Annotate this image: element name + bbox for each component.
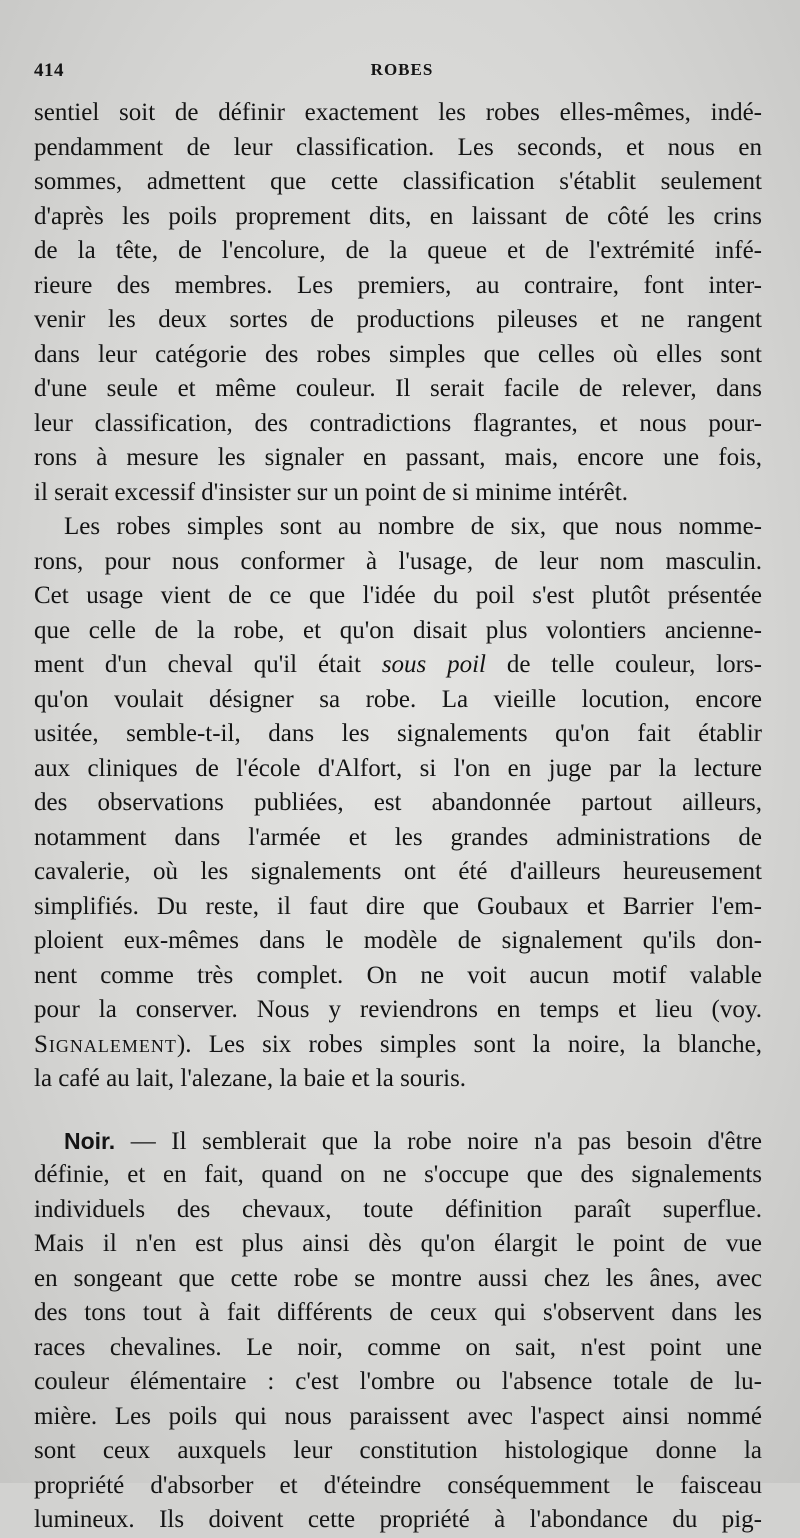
body-text bbox=[34, 96, 762, 1538]
text-line: usitée, semble-t-il, dans les signalements qu'on fait établir bbox=[34, 720, 762, 747]
text-line: définie, et en fait, quand on ne s'occupe que des signalements bbox=[34, 1161, 762, 1188]
text-line: nent comme très complet. On ne voit aucun motif valable bbox=[34, 961, 762, 989]
text-line: pendamment de leur classification. Les seconds, et nous en bbox=[34, 133, 762, 161]
text-line: leur classification, des contradictions flagrantes, et nous pour- bbox=[34, 409, 762, 437]
text-segment: de telle couleur, lors- bbox=[486, 651, 762, 678]
text-line: lumineux. Ils doivent cette propriété à l'abondance du pig- bbox=[34, 1506, 762, 1533]
section-gap bbox=[34, 1097, 762, 1124]
text-line bbox=[34, 648, 762, 683]
cross-reference: Signalement bbox=[34, 1030, 177, 1058]
text-line: la café au lait, l'alezane, la baie et la souris. bbox=[34, 1065, 467, 1092]
text-line: il serait excessif d'insister sur un point de si minime intérêt. bbox=[34, 478, 628, 506]
paragraph-3 bbox=[34, 1124, 762, 1538]
text-line: des observations publiées, est abandonnée partout ailleurs, bbox=[34, 789, 762, 816]
page-header bbox=[34, 60, 770, 86]
text-segment: ). Les six robes simples sont la noire, la blanche, bbox=[176, 1030, 762, 1058]
text-segment: ment d'un cheval qu'il était bbox=[34, 651, 382, 678]
text-line: sont ceux auxquels leur constitution histologique donne la bbox=[34, 1437, 762, 1464]
text-line: rieure des membres. Les premiers, au contraire, font inter- bbox=[34, 271, 762, 299]
text-line: dans leur catégorie des robes simples que celles où elles sont bbox=[34, 340, 762, 368]
running-title: ROBES bbox=[370, 60, 434, 79]
text-line: pour la conserver. Nous y reviendrons en temps et lieu (voy. bbox=[34, 996, 762, 1023]
text-line: de la tête, de l'encolure, de la queue et de l'extrémité infé- bbox=[34, 237, 762, 264]
italic-phrase: sous poil bbox=[381, 651, 486, 678]
text-line: venir les deux sortes de productions pileuses et ne rangent bbox=[34, 306, 762, 333]
text-line: notamment dans l'armée et les grandes administrations de bbox=[34, 823, 762, 851]
text-line: rons, pour nous conformer à l'usage, de leur nom masculin. bbox=[34, 547, 762, 575]
paragraph-2 bbox=[34, 510, 762, 1097]
text-line: Les robes simples sont au nombre de six, que nous nomme- bbox=[64, 513, 762, 540]
text-line: mière. Les poils qui nous paraissent avec l'aspect ainsi nommé bbox=[34, 1402, 762, 1430]
paragraph-1 bbox=[34, 96, 762, 510]
text-line: d'une seule et même couleur. Il serait facile de relever, dans bbox=[34, 375, 762, 402]
text-line: des tons tout à fait différents de ceux qui s'observent dans les bbox=[34, 1299, 762, 1326]
text-line: en songeant que cette robe se montre aussi chez les ânes, avec bbox=[34, 1264, 762, 1292]
text-segment: — Il semblerait que la robe noire n'a pas besoin d'être bbox=[115, 1127, 762, 1155]
text-line: individuels des chevaux, toute définition paraît superflue. bbox=[34, 1195, 762, 1223]
text-line: propriété d'absorber et d'éteindre conséquemment le faisceau bbox=[34, 1471, 762, 1499]
text-line: sommes, admettent que cette classification s'établit seulement bbox=[34, 168, 762, 195]
text-line: Cet usage vient de ce que l'idée du poil s'est plutôt présentée bbox=[34, 582, 762, 609]
text-line bbox=[34, 1124, 762, 1159]
text-line: races chevalines. Le noir, comme on sait, n'est point une bbox=[34, 1333, 762, 1361]
page-number: 414 bbox=[34, 60, 64, 81]
text-line: sentiel soit de définir exactement les robes elles-mêmes, indé- bbox=[34, 99, 762, 126]
text-line: rons à mesure les signaler en passant, mais, encore une fois, bbox=[34, 444, 762, 471]
section-run-head: Noir. bbox=[64, 1127, 116, 1154]
text-line: cavalerie, où les signalements ont été d'ailleurs heureusement bbox=[34, 858, 762, 885]
text-line: couleur élémentaire : c'est l'ombre ou l'absence totale de lu- bbox=[34, 1368, 762, 1395]
text-line: que celle de la robe, et qu'on disait plus volontiers ancienne- bbox=[34, 616, 762, 644]
text-line: ploient eux-mêmes dans le modèle de signalement qu'ils don- bbox=[34, 927, 762, 954]
text-line bbox=[34, 1028, 762, 1063]
text-line: d'après les poils proprement dits, en laissant de côté les crins bbox=[34, 202, 762, 230]
text-line: qu'on voulait désigner sa robe. La vieille locution, encore bbox=[34, 685, 762, 713]
text-line: simplifiés. Du reste, il faut dire que Goubaux et Barrier l'em- bbox=[34, 892, 762, 920]
text-line: Mais il n'en est plus ainsi dès qu'on élargit le point de vue bbox=[34, 1230, 762, 1257]
text-line: aux cliniques de l'école d'Alfort, si l'on en juge par la lecture bbox=[34, 754, 762, 782]
